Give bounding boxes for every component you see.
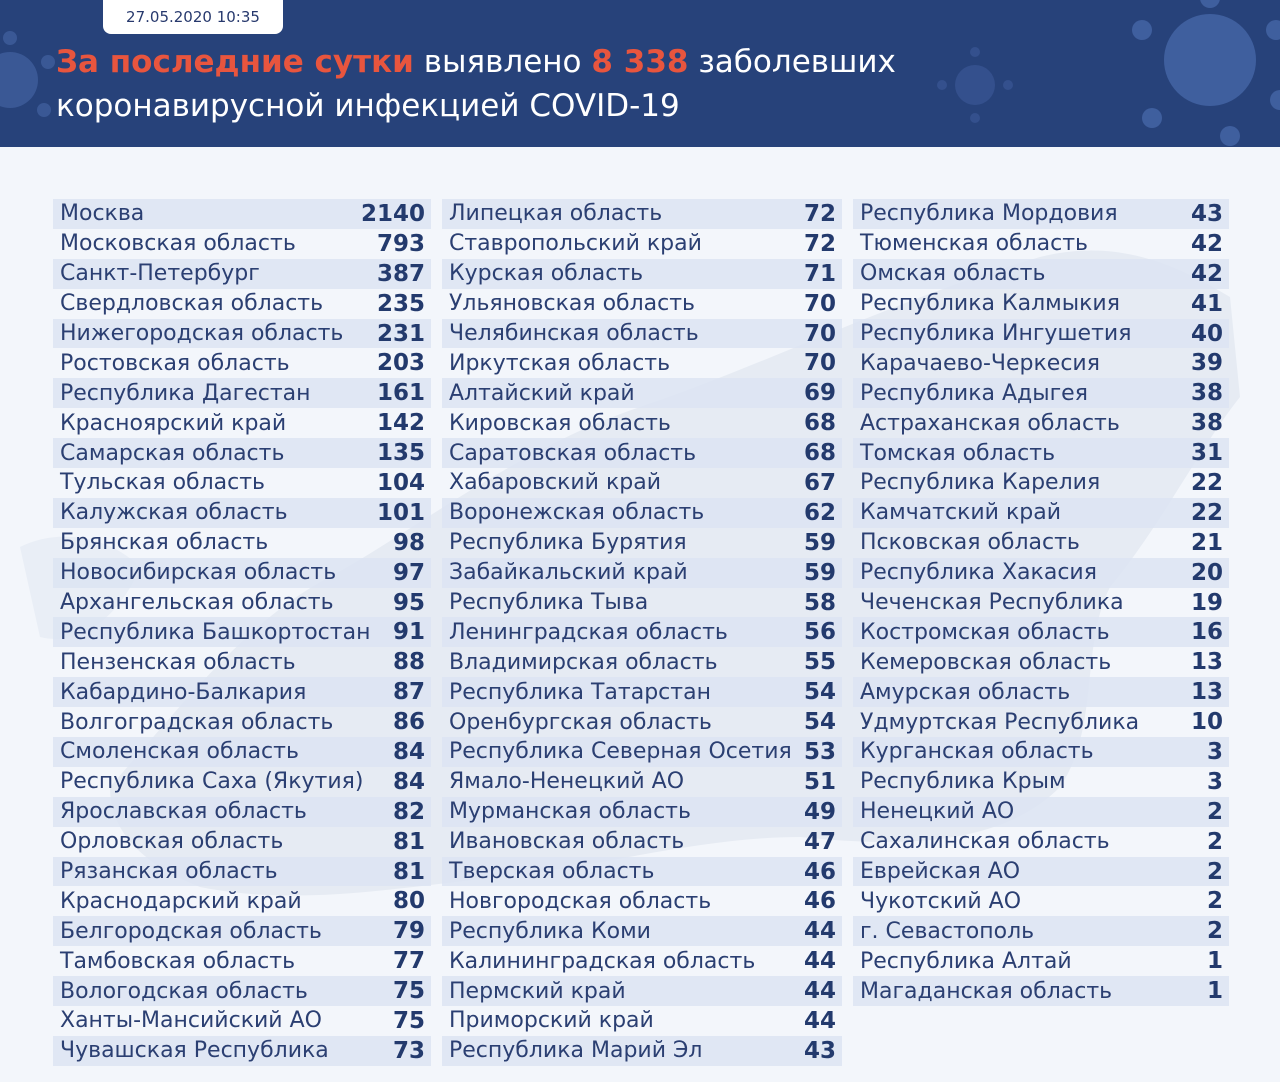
region-name: Приморский край	[449, 1008, 654, 1034]
case-count: 81	[392, 828, 425, 855]
case-count: 42	[1190, 230, 1223, 257]
region-name: Кабардино-Балкария	[60, 679, 307, 705]
region-name: Липецкая область	[449, 201, 663, 227]
case-count: 79	[392, 918, 425, 945]
table-row	[442, 408, 842, 438]
table-row	[853, 528, 1229, 558]
table-row	[53, 797, 431, 827]
case-count: 31	[1190, 440, 1223, 467]
table-row	[53, 767, 431, 797]
case-count: 1	[1206, 948, 1223, 975]
header-banner	[0, 0, 1280, 147]
case-count: 142	[376, 410, 425, 437]
headline-count: 8 338	[591, 44, 689, 80]
region-name: Республика Карелия	[860, 470, 1101, 496]
region-name: Ханты-Мансийский АО	[60, 1008, 322, 1034]
table-row	[53, 408, 431, 438]
region-name: Еврейская АО	[860, 859, 1021, 885]
region-name: Ульяновская область	[449, 291, 696, 317]
table-row	[53, 647, 431, 677]
region-name: Пермский край	[449, 978, 626, 1004]
region-name: Калининградская область	[449, 948, 756, 974]
region-name: Камчатский край	[860, 500, 1061, 526]
page-title	[56, 40, 1056, 128]
case-count: 46	[803, 858, 836, 885]
headline-accent: За последние сутки	[56, 44, 414, 80]
region-name: Республика Бурятия	[449, 530, 687, 556]
case-count: 44	[803, 1007, 836, 1034]
table-row	[442, 737, 842, 767]
table-row	[442, 468, 842, 498]
region-name: Алтайский край	[449, 380, 635, 406]
case-count: 1	[1206, 978, 1223, 1005]
region-name: Калужская область	[60, 500, 288, 526]
table-row	[442, 976, 842, 1006]
headline-end: заболевших	[698, 44, 896, 80]
region-column-2	[442, 199, 842, 1066]
region-name: Республика Ингушетия	[860, 321, 1132, 346]
table-row	[853, 946, 1229, 976]
region-name: Мурманская область	[449, 799, 691, 825]
case-count: 16	[1190, 619, 1223, 646]
table-row	[853, 916, 1229, 946]
case-count: 71	[803, 260, 836, 287]
region-name: Архангельская область	[60, 590, 334, 616]
table-row	[853, 647, 1229, 677]
table-row	[53, 737, 431, 767]
case-count: 77	[392, 948, 425, 975]
region-name: Новгородская область	[449, 888, 712, 914]
case-count: 68	[803, 410, 836, 437]
table-row	[53, 498, 431, 528]
case-count: 203	[376, 350, 425, 377]
case-count: 56	[803, 619, 836, 646]
case-count: 59	[803, 529, 836, 556]
table-row	[853, 289, 1229, 319]
table-row	[53, 1006, 431, 1036]
case-count: 793	[376, 230, 425, 257]
table-row	[853, 707, 1229, 737]
case-count: 46	[803, 888, 836, 915]
case-count: 104	[376, 469, 425, 496]
table-row	[853, 588, 1229, 618]
table-row	[53, 976, 431, 1006]
table-row	[853, 229, 1229, 259]
region-name: Саратовская область	[449, 440, 697, 466]
region-column-1	[53, 199, 431, 1066]
region-name: Республика Дагестан	[60, 380, 311, 406]
table-row	[53, 1036, 431, 1066]
region-name: Ставропольский край	[449, 231, 702, 257]
table-row	[442, 319, 842, 349]
table-row	[853, 737, 1229, 767]
virus-decoration-icon	[1080, 0, 1280, 147]
region-name: Волгоградская область	[60, 709, 334, 735]
table-row	[853, 558, 1229, 588]
region-name: Республика Татарстан	[449, 679, 711, 705]
region-name: Псковская область	[860, 530, 1080, 556]
region-name: Орловская область	[60, 829, 284, 855]
case-count: 98	[392, 529, 425, 556]
table-row	[53, 378, 431, 408]
case-count: 84	[392, 768, 425, 795]
region-name: Смоленская область	[60, 739, 299, 765]
region-name: Тюменская область	[860, 231, 1089, 257]
table-row	[442, 677, 842, 707]
region-name: Челябинская область	[449, 321, 699, 346]
table-row	[853, 617, 1229, 647]
region-name: Забайкальский край	[449, 560, 688, 586]
case-count: 72	[803, 200, 836, 227]
table-row	[442, 348, 842, 378]
case-count: 3	[1206, 768, 1223, 795]
region-name: Республика Мордовия	[860, 201, 1118, 227]
case-count: 47	[803, 828, 836, 855]
table-row	[53, 617, 431, 647]
table-row	[442, 438, 842, 468]
region-name: Магаданская область	[860, 978, 1113, 1004]
table-row	[442, 886, 842, 916]
region-name: Тверская область	[449, 859, 655, 885]
case-count: 69	[803, 380, 836, 407]
table-row	[853, 498, 1229, 528]
case-count: 91	[392, 619, 425, 646]
region-name: Свердловская область	[60, 291, 324, 317]
case-count: 19	[1190, 589, 1223, 616]
case-count: 54	[803, 679, 836, 706]
case-count: 62	[803, 499, 836, 526]
case-count: 21	[1190, 529, 1223, 556]
case-count: 22	[1190, 469, 1223, 496]
region-name: Республика Крым	[860, 769, 1066, 795]
table-row	[442, 588, 842, 618]
region-name: Пензенская область	[60, 649, 296, 675]
region-name: Ивановская область	[449, 829, 685, 855]
case-count: 13	[1190, 649, 1223, 676]
table-row	[53, 259, 431, 289]
table-row	[53, 528, 431, 558]
table-row	[53, 348, 431, 378]
case-count: 84	[392, 738, 425, 765]
region-name: Кемеровская область	[860, 649, 1112, 675]
table-row	[853, 259, 1229, 289]
case-count: 39	[1190, 350, 1223, 377]
region-name: Краснодарский край	[60, 888, 302, 914]
region-name: Республика Башкортостан	[60, 619, 371, 645]
table-row	[442, 1006, 842, 1036]
region-name: Брянская область	[60, 530, 269, 556]
table-row	[442, 647, 842, 677]
table-row	[442, 528, 842, 558]
table-row	[442, 767, 842, 797]
table-row	[853, 976, 1229, 1006]
region-name: Санкт-Петербург	[60, 261, 260, 287]
region-name: Чукотский АО	[860, 888, 1022, 914]
case-count: 40	[1190, 320, 1223, 347]
case-count: 2	[1206, 888, 1223, 915]
region-name: Воронежская область	[449, 500, 705, 526]
case-count: 20	[1190, 559, 1223, 586]
headline-mid: выявлено	[423, 44, 582, 80]
case-count: 82	[392, 798, 425, 825]
case-count: 67	[803, 469, 836, 496]
table-row	[853, 438, 1229, 468]
case-count: 68	[803, 440, 836, 467]
region-name: Карачаево-Черкесия	[860, 350, 1100, 376]
case-count: 43	[803, 1037, 836, 1064]
case-count: 53	[803, 738, 836, 765]
table-row	[853, 199, 1229, 229]
case-count: 235	[376, 290, 425, 317]
table-row	[853, 348, 1229, 378]
region-name: Ярославская область	[60, 799, 307, 825]
table-row	[53, 229, 431, 259]
case-count: 22	[1190, 499, 1223, 526]
table-row	[853, 797, 1229, 827]
table-row	[53, 468, 431, 498]
case-count: 231	[376, 320, 425, 347]
case-count: 13	[1190, 679, 1223, 706]
case-count: 41	[1190, 290, 1223, 317]
case-count: 44	[803, 948, 836, 975]
case-count: 101	[376, 499, 425, 526]
table-row	[853, 378, 1229, 408]
case-count: 38	[1190, 380, 1223, 407]
region-name: Республика Калмыкия	[860, 291, 1120, 317]
table-row	[442, 259, 842, 289]
case-count: 2	[1206, 918, 1223, 945]
region-name: Ленинградская область	[449, 619, 728, 645]
case-count: 70	[803, 320, 836, 347]
case-count: 161	[376, 380, 425, 407]
region-name: Республика Тыва	[449, 590, 649, 616]
table-row	[53, 857, 431, 887]
case-count: 95	[392, 589, 425, 616]
table-row	[853, 319, 1229, 349]
case-count: 58	[803, 589, 836, 616]
region-name: Амурская область	[860, 679, 1071, 705]
headline-line2: коронавирусной инфекцией COVID-19	[56, 88, 680, 124]
case-count: 59	[803, 559, 836, 586]
region-name: Хабаровский край	[449, 470, 661, 496]
case-count: 75	[392, 978, 425, 1005]
table-row	[442, 916, 842, 946]
case-count: 2140	[360, 200, 425, 227]
case-count: 49	[803, 798, 836, 825]
region-name: Тамбовская область	[60, 948, 296, 974]
region-name: Республика Адыгея	[860, 380, 1088, 406]
table-row	[53, 588, 431, 618]
region-name: Красноярский край	[60, 410, 287, 436]
region-name: Москва	[60, 201, 145, 227]
case-count: 55	[803, 649, 836, 676]
region-name: Республика Хакасия	[860, 560, 1097, 586]
table-row	[53, 289, 431, 319]
region-name: Ненецкий АО	[860, 799, 1015, 825]
table-row	[442, 827, 842, 857]
table-row	[442, 797, 842, 827]
table-row	[53, 199, 431, 229]
case-count: 135	[376, 440, 425, 467]
region-name: г. Севастополь	[860, 918, 1035, 944]
table-row	[53, 677, 431, 707]
table-row	[53, 438, 431, 468]
table-row	[53, 319, 431, 349]
case-count: 97	[392, 559, 425, 586]
table-row	[442, 289, 842, 319]
case-count: 44	[803, 918, 836, 945]
region-name: Омская область	[860, 261, 1046, 287]
case-count: 88	[392, 649, 425, 676]
region-column-3	[853, 199, 1229, 1006]
table-row	[442, 1036, 842, 1066]
case-count: 70	[803, 290, 836, 317]
table-row	[853, 827, 1229, 857]
region-name: Белгородская область	[60, 918, 322, 944]
region-name: Иркутская область	[449, 350, 671, 376]
region-name: Республика Коми	[449, 918, 651, 944]
table-row	[442, 229, 842, 259]
case-count: 42	[1190, 260, 1223, 287]
table-row	[442, 857, 842, 887]
case-count: 43	[1190, 200, 1223, 227]
region-name: Курская область	[449, 261, 644, 287]
case-count: 72	[803, 230, 836, 257]
region-name: Астраханская область	[860, 410, 1120, 436]
region-name: Тульская область	[60, 470, 266, 496]
region-name: Костромская область	[860, 619, 1110, 645]
region-name: Вологодская область	[60, 978, 308, 1004]
case-count: 387	[376, 260, 425, 287]
region-name: Самарская область	[60, 440, 285, 466]
case-count: 51	[803, 768, 836, 795]
table-row	[442, 199, 842, 229]
region-name: Владимирская область	[449, 649, 718, 675]
case-count: 44	[803, 978, 836, 1005]
table-row	[53, 558, 431, 588]
region-name: Республика Саха (Якутия)	[60, 769, 364, 795]
case-count: 2	[1206, 828, 1223, 855]
region-name: Кировская область	[449, 410, 671, 436]
region-name: Рязанская область	[60, 859, 278, 885]
region-name: Курганская область	[860, 739, 1094, 765]
table-row	[442, 707, 842, 737]
case-count: 87	[392, 679, 425, 706]
table-row	[853, 677, 1229, 707]
case-count: 3	[1206, 738, 1223, 765]
table-row	[853, 767, 1229, 797]
case-count: 10	[1190, 709, 1223, 736]
table-row	[53, 827, 431, 857]
table-row	[853, 468, 1229, 498]
table-row	[53, 916, 431, 946]
case-count: 54	[803, 709, 836, 736]
case-count: 75	[392, 1007, 425, 1034]
region-name: Удмуртская Республика	[860, 709, 1140, 735]
region-name: Республика Марий Эл	[449, 1038, 703, 1064]
case-count: 2	[1206, 858, 1223, 885]
region-name: Сахалинская область	[860, 829, 1110, 855]
table-row	[853, 408, 1229, 438]
case-count: 73	[392, 1037, 425, 1064]
case-count: 38	[1190, 410, 1223, 437]
region-name: Томская область	[860, 440, 1056, 466]
table-row	[53, 886, 431, 916]
table-row	[442, 617, 842, 647]
date-badge: 27.05.2020 10:35	[103, 0, 283, 34]
region-name: Нижегородская область	[60, 321, 344, 346]
table-row	[853, 857, 1229, 887]
case-count: 86	[392, 709, 425, 736]
region-name: Оренбургская область	[449, 709, 712, 735]
table-row	[442, 378, 842, 408]
region-name: Московская область	[60, 231, 296, 257]
case-count: 2	[1206, 798, 1223, 825]
case-count: 80	[392, 888, 425, 915]
table-row	[853, 886, 1229, 916]
table-row	[53, 946, 431, 976]
region-name: Ростовская область	[60, 350, 290, 376]
region-name: Новосибирская область	[60, 560, 337, 586]
table-row	[442, 946, 842, 976]
table-row	[442, 558, 842, 588]
table-row	[442, 498, 842, 528]
region-name: Ямало-Ненецкий АО	[449, 769, 685, 795]
main-panel	[0, 147, 1280, 1082]
region-name: Чувашская Республика	[60, 1038, 329, 1064]
case-count: 81	[392, 858, 425, 885]
region-name: Республика Алтай	[860, 948, 1072, 974]
region-name: Чеченская Республика	[860, 590, 1124, 616]
case-count: 70	[803, 350, 836, 377]
table-row	[53, 707, 431, 737]
region-name: Республика Северная Осетия	[449, 739, 792, 765]
